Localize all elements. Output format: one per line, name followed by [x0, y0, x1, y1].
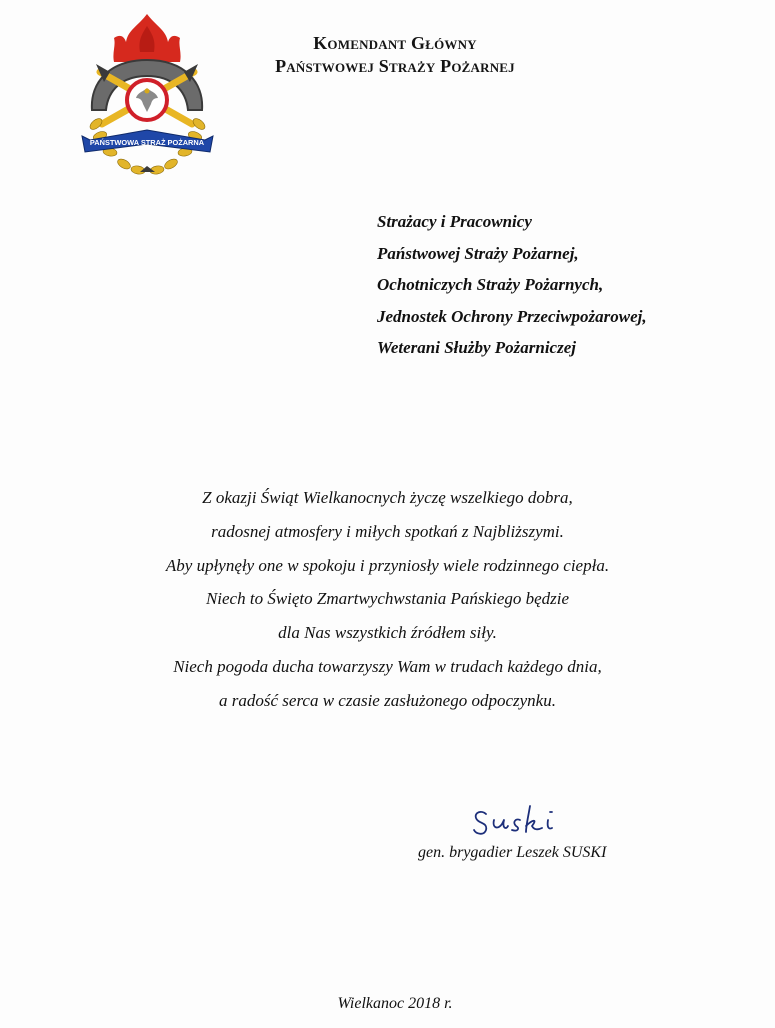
body-line: Z okazji Świąt Wielkanocnych życzę wszelkiego dobra,	[202, 488, 573, 507]
addressee-line: Strażacy i Pracownicy	[377, 212, 532, 231]
place-and-date: Wielkanoc 2018 r.	[337, 995, 453, 1012]
logo-banner-text: PAŃSTWOWA STRAŻ POŻARNA	[89, 138, 205, 147]
body-line: a radość serca w czasie zasłużonego odpoczynku.	[219, 690, 556, 710]
greeting-body	[40, 481, 735, 718]
fire-service-logo	[80, 12, 215, 177]
body-line: Niech to Święto Zmartwychwstania Pańskiego będzie	[205, 589, 570, 609]
letterhead	[225, 32, 565, 78]
body-line: radosnej atmosfery i miłych spotkań z Najbliższymi.	[211, 521, 564, 541]
signatory-name: gen. brygadier Leszek SUSKI	[418, 844, 607, 861]
addressees-block	[377, 206, 757, 364]
addressee-line: Jednostek Ochrony Przeciwpożarowej,	[377, 306, 647, 326]
body-line: Niech pogoda ducha towarzyszy Wam w trudach każdego dnia,	[173, 656, 602, 676]
body-line: Aby upłynęły one w spokoju i przyniosły wiele rodzinnego ciepła.	[165, 555, 610, 575]
addressee-line: Weterani Służby Pożarniczej	[377, 338, 576, 357]
handwritten-signature	[472, 800, 572, 840]
addressee-line: Państwowej Straży Pożarnej,	[377, 243, 579, 263]
header-title: Komendant Główny	[313, 33, 477, 53]
header-subtitle: Państwowej Straży Pożarnej	[275, 56, 515, 76]
body-line: dla Nas wszystkich źródłem siły.	[278, 623, 497, 643]
addressee-line: Ochotniczych Straży Pożarnych,	[377, 275, 604, 294]
